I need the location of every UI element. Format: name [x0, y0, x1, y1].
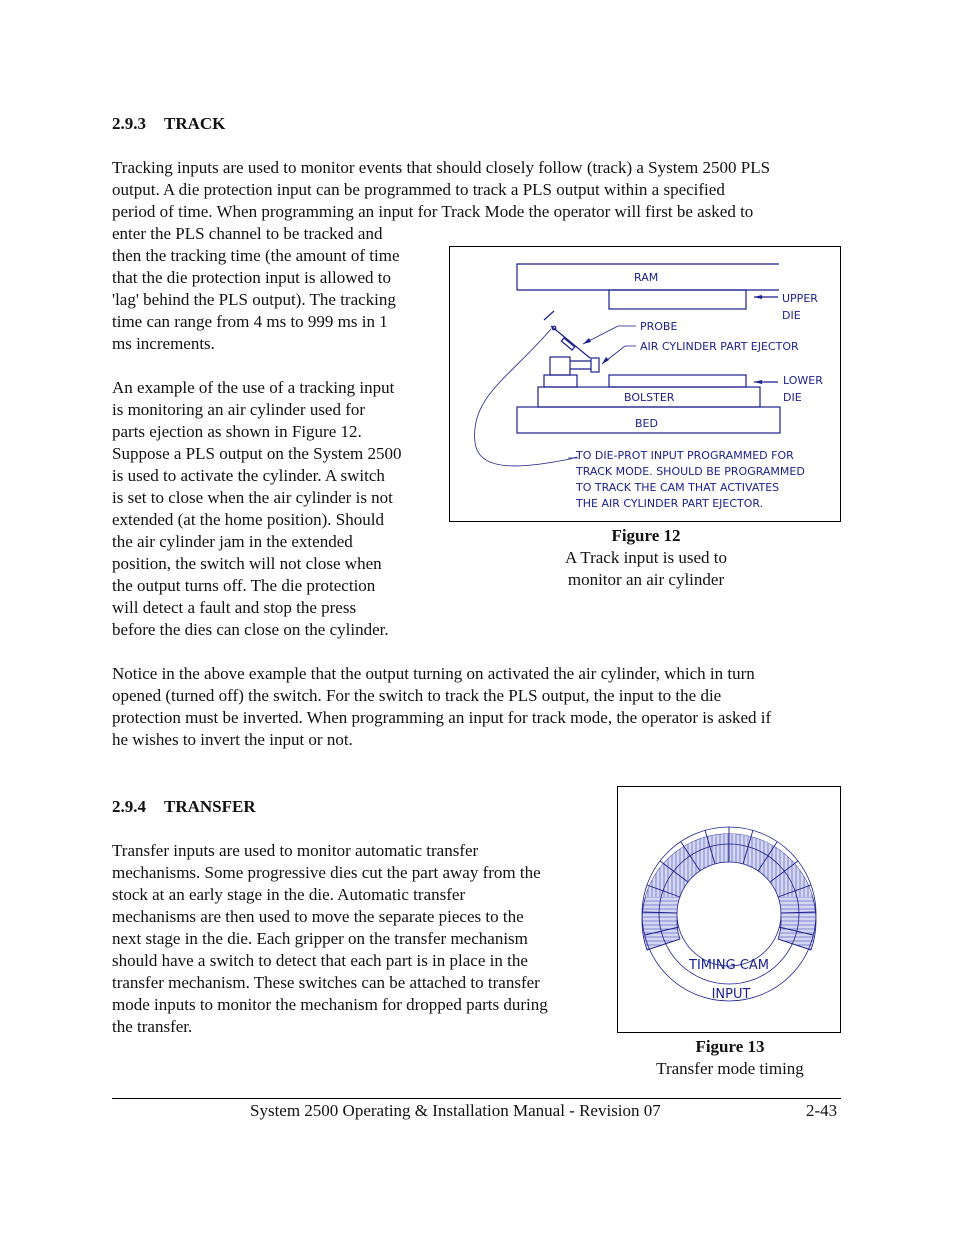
note-line: TO DIE-PROT INPUT PROGRAMMED FOR [576, 449, 794, 462]
track-invert-paragraph [112, 663, 852, 751]
text-line: should have a switch to detect that each part is in place in the [112, 951, 528, 970]
text-line: before the dies can close on the cylinder. [112, 620, 389, 639]
text-line: stock at an early stage in the die. Automatic transfer [112, 885, 466, 904]
caption-line: monitor an air cylinder [567, 570, 725, 589]
track-intro-paragraph [112, 157, 847, 245]
text-line: Tracking inputs are used to monitor events that should closely follow (track) a System 2500 PLS [112, 158, 771, 177]
figure-13-caption [620, 1036, 840, 1080]
text-line: ms increments. [112, 334, 215, 353]
bolster-label: BOLSTER [624, 391, 675, 404]
text-line: An example of the use of a tracking input [112, 378, 395, 397]
figure-12-caption [520, 525, 772, 591]
upper-die-label: UPPER [782, 292, 818, 305]
section-number: 2.9.4 [112, 797, 146, 816]
footer-title: System 2500 Operating & Installation Manual - Revision 07 [250, 1101, 661, 1120]
text-line: mechanisms. Some progressive dies cut the part away from the [112, 863, 541, 882]
footer-rule [112, 1098, 841, 1099]
text-line: mechanisms are then used to move the separate pieces to the [112, 907, 524, 926]
text-line: the output turns off. The die protection [112, 576, 376, 595]
text-line: period of time. When programming an input for Track Mode the operator will first be asked to [112, 202, 754, 221]
transfer-paragraph [112, 840, 602, 1038]
text-line: Notice in the above example that the output turning on activated the air cylinder, which in turn [112, 664, 755, 683]
text-line: protection must be inverted. When programming an input for track mode, the operator is asked if [112, 708, 772, 727]
figure-label: Figure 12 [611, 526, 681, 545]
text-line: 'lag' behind the PLS output). The tracking [112, 290, 396, 309]
track-timing-paragraph [112, 245, 442, 355]
text-line: Suppose a PLS output on the System 2500 [112, 444, 402, 463]
text-line: the transfer. [112, 1017, 193, 1036]
text-line: that the die protection input is allowed to [112, 268, 392, 287]
text-line: then the tracking time (the amount of time [112, 246, 400, 265]
text-line: enter the PLS channel to be tracked and [112, 224, 383, 243]
text-line: Transfer inputs are used to monitor automatic transfer [112, 841, 479, 860]
figure-12-diagram [449, 246, 841, 522]
page-number: 2-43 [806, 1101, 838, 1120]
text-line: he wishes to invert the input or not. [112, 730, 353, 749]
ram-label: RAM [634, 271, 659, 284]
text-line: is set to close when the air cylinder is not [112, 488, 393, 507]
figure-13-diagram [617, 786, 841, 1033]
text-line: position, the switch will not close when [112, 554, 382, 573]
text-line: mode inputs to monitor the mechanism for dropped parts during [112, 995, 548, 1014]
lower-die-label: DIE [783, 391, 802, 404]
text-line: is monitoring an air cylinder used for [112, 400, 366, 419]
lower-die-label: LOWER [783, 374, 823, 387]
timing-cam-diagram [618, 787, 840, 1032]
probe-label: PROBE [640, 320, 678, 333]
section-heading-track [112, 113, 225, 135]
note-line: TO TRACK THE CAM THAT ACTIVATES [576, 481, 780, 494]
text-line: time can range from 4 ms to 999 ms in 1 [112, 312, 388, 331]
ejector-label: AIR CYLINDER PART EJECTOR [640, 340, 799, 353]
text-line: output. A die protection input can be programmed to track a PLS output within a specified [112, 180, 725, 199]
text-line: opened (turned off) the switch. For the switch to track the PLS output, the input to the die [112, 686, 722, 705]
input-label: INPUT [711, 987, 751, 1002]
text-line: the air cylinder jam in the extended [112, 532, 353, 551]
figure-label: Figure 13 [695, 1037, 765, 1056]
note-line: THE AIR CYLINDER PART EJECTOR. [576, 497, 764, 510]
text-line: parts ejection as shown in Figure 12. [112, 422, 362, 441]
caption-line: A Track input is used to [565, 548, 727, 567]
text-line: extended (at the home position). Should [112, 510, 384, 529]
text-line: will detect a fault and stop the press [112, 598, 357, 617]
text-line: next stage in the die. Each gripper on the transfer mechanism [112, 929, 528, 948]
text-line: transfer mechanism. These switches can be attached to transfer [112, 973, 540, 992]
section-number: 2.9.3 [112, 114, 146, 133]
section-title: TRACK [164, 114, 226, 133]
note-line: TRACK MODE. SHOULD BE PROGRAMMED [576, 465, 805, 478]
caption-line: Transfer mode timing [656, 1059, 804, 1078]
text-line: is used to activate the cylinder. A switch [112, 466, 385, 485]
section-heading-transfer [112, 796, 256, 818]
bed-label: BED [635, 417, 658, 430]
track-example-paragraph [112, 377, 442, 641]
upper-die-label: DIE [782, 309, 801, 322]
press-diagram [450, 247, 840, 521]
section-title: TRANSFER [164, 797, 256, 816]
timing-cam-label: TIMING CAM [689, 958, 769, 973]
